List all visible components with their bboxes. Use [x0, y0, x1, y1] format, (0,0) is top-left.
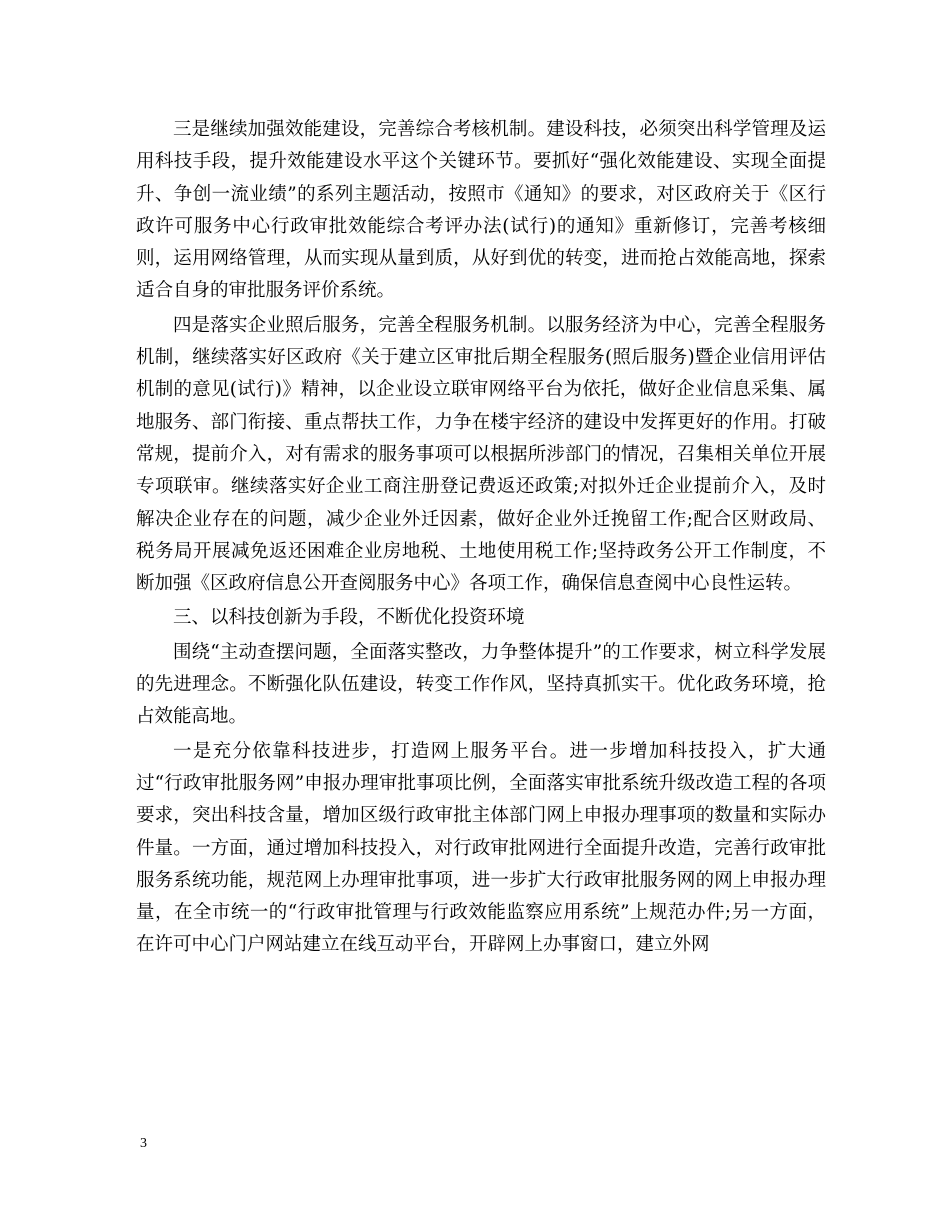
page-number: 3: [140, 1136, 147, 1151]
paragraph-efficiency-assessment: 三是继续加强效能建设，完善综合考核机制。建设科技，必须突出科学管理及运用科技手段，提升效能建设水平这个关键环节。要抓好“强化效能建设、实现全面提升、争创一流业绩”的系列主题活动，按照市《通知》的要求，对区政府关于《区行政许可服务中心行政审批效能综合考评办法(试行)的通知》重新修订，完善考核细则，运用网络管理，从而实现从量到质，从好到优的转变，进而抢占效能高地，探索适合自身的审批服务评价系统。: [136, 119, 826, 302]
paragraph-work-requirements: 围绕“主动查摆问题，全面落实整改，力争整体提升”的工作要求，树立科学发展的先进理念。不断强化队伍建设，转变工作作风，坚持真抓实干。优化政务环境，抢占效能高地。: [136, 641, 826, 728]
paragraph-post-license-service: 四是落实企业照后服务，完善全程服务机制。以服务经济为中心，完善全程服务机制，继续落实好区政府《关于建立区审批后期全程服务(照后服务)暨企业信用评估机制的意见(试行)》精神，以企业设立联审网络平台为依托，做好企业信息采集、属地服务、部门衔接、重点帮扶工作，力争在楼宇经济的建设中发挥更好的作用。打破常规，提前介入，对有需求的服务事项可以根据所涉部门的情况，召集相关单位开展专项联审。继续落实好企业工商注册登记费返还政策;对拟外迁企业提前介入，及时解决企业存在的问题，减少企业外迁因素，做好企业外迁挽留工作;配合区财政局、税务局开展减免返还困难企业房地税、土地使用税工作;坚持政务公开工作制度，不断加强《区政府信息公开查阅服务中心》各项工作，确保信息查阅中心良性运转。: [136, 314, 826, 595]
section-heading-tech-innovation: 三、以科技创新为手段，不断优化投资环境: [173, 607, 525, 629]
paragraph-online-service-platform: 一是充分依靠科技进步，打造网上服务平台。进一步增加科技投入，扩大通过“行政审批服务网”申报办理审批事项比例，全面落实审批系统升级改造工程的各项要求，突出科技含量，增加区级行政审批主体部门网上申报办理事项的数量和实际办件量。一方面，通过增加科技投入，对行政审批网进行全面提升改造，完善行政审批服务系统功能，规范网上办理审批事项，进一步扩大行政审批服务网的网上申报办理量，在全市统一的“行政审批管理与行政效能监察应用系统”上规范办件;另一方面，在许可中心门户网站建立在线互动平台，开辟网上办事窗口，建立外网: [136, 740, 826, 956]
document-body: [136, 114, 826, 964]
